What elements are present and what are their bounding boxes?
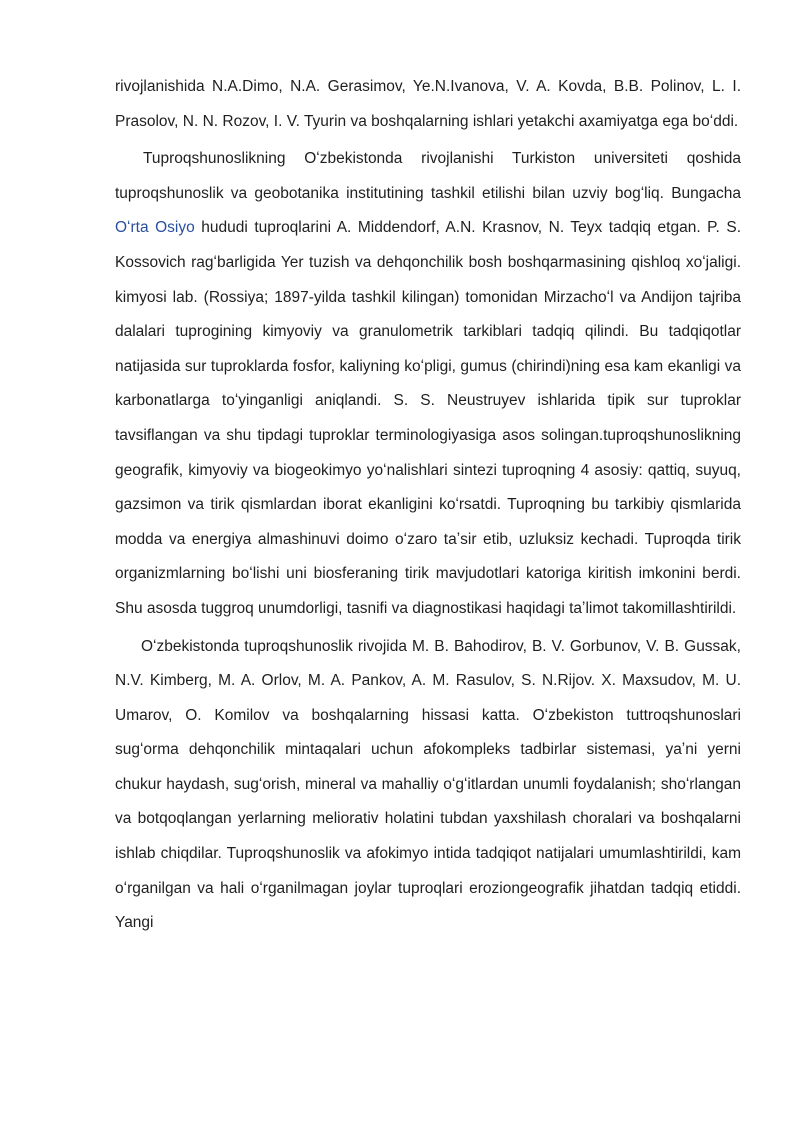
document-page: [115, 70, 741, 941]
paragraph-contributors: Oʻzbekistonda tuproqshunoslik rivojida M. B. Bahodirov, B. V. Gorbunov, V. B. Gussak, N.V. Kimberg, M. A. Orlov, M. A. Pankov, A. M. Rasulov, S. N.Rijov. X. Maxsudov, M. U. Umarov, O. Komilov va boshqalarning hissasi katta. Oʻzbekiston tuttroqshunoslari sugʻorma dehqonchilik mintaqalari uchun afokompleks tadbirlar sistemasi, yaʼni yerni chukur haydash, sugʻorish, mineral va mahalliy oʻgʻitlardan unumli foydalanish; shoʻrlangan va botqoqlangan yerlarning meliorativ holatini tubdan yaxshilash choralari va boshqalarni ishlab chiqdilar. Tuproqshunoslik va afokimyo intida tadqiqot natijalari umumlashtirildi, kam oʻrganilgan va hali oʻrganilmagan joylar tuproqlari eroziongeografik jihatdan tadqiq etiddi. Yangi: [115, 637, 741, 932]
paragraph-history-uzbekistan: [115, 142, 741, 626]
orta-osiyo-link[interactable]: Oʻrta Osiyo: [115, 219, 195, 237]
paragraph-text-after-link: hududi tuproqlarini A. Middendorf, A.N. Krasnov, N. Teyx tadqiq etgan. P. S. Kossovich ragʻbarligida Yer tuzish va dehqonchilik bosh boshqarmasining qishloq xoʻjaligi. kimyosi lab. (Rossiya; 1897-yilda tashkil kilingan) tomonidan Mirzachoʻl va Andijon tajriba dalalari tuprogining kimyoviy va granulometrik tarkiblari tadqiq qilindi. Bu tadqiqotlar natijasida sur tuproklarda fosfor, kaliyning koʻpligi, gumus (chirindi)ning esa kam ekanligi va karbonatlarga toʻyinganligi aniqlandi. S. S. Neustruyev ishlarida tipik sur tuproklar tavsiflangan va shu tipdagi tuproklar terminologiyasiga asos solingan.tuproqshunoslikning geografik, kimyoviy va biogeokimyo yoʻnalishlari sintezi tuproqning 4 asosiy: qattiq, suyuq, gazsimon va tirik qismlardan iborat ekanligini koʻrsatdi. Tuproqning bu tarkibiy qismlarida modda va energiya almashinuvi doimo oʻzaro taʼsir etib, uzluksiz kechadi. Tuproqda tirik organizmlarning boʻlishi uni biosferaning tirik mavjudotlari katoriga kiritish imkonini berdi. Shu asosda tuggroq unumdorligi, tasnifi va diagnostikasi haqidagi taʼlimot takomillashtirildi.: [115, 219, 742, 617]
paragraph-text-before-link: Tuproqshunoslikning Oʻzbekistonda rivojlanishi Turkiston universiteti qoshida tuproqshunoslik va geobotanika institutining tashkil etilishi bilan uzviy bogʻliq. Bungacha: [115, 150, 741, 202]
paragraph-continuation: rivojlanishida N.A.Dimo, N.A. Gerasimov, Ye.N.Ivanova, V. A. Kovda, B.B. Polinov, L. I. Prasolov, N. N. Rozov, I. V. Tyurin va boshqalarning ishlari yetakchi axamiyatga ega boʻddi.: [115, 78, 741, 130]
